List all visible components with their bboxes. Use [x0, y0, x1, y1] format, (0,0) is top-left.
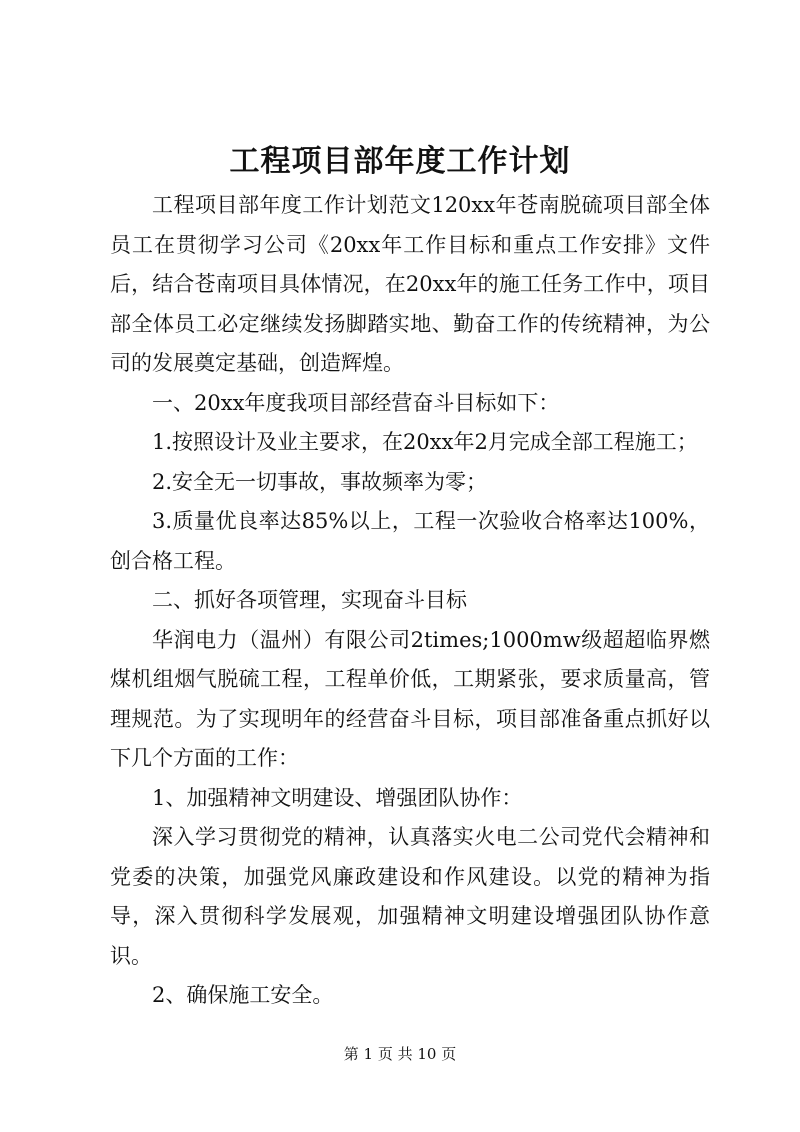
goal-item-1: 1.按照设计及业主要求，在20xx年2月完成全部工程施工； — [152, 430, 698, 454]
paragraph-teamwork: 深入学习贯彻党的精神，认真落实火电二公司党代会精神和党委的决策，加强党风廉政建设和作风建设。以党的精神为指导，深入贯彻科学发展观，加强精神文明建设增强团队协作意识。 — [110, 825, 710, 968]
paragraph-intro: 工程项目部年度工作计划范文120xx年苍南脱硫项目部全体员工在贯彻学习公司《20xx年工作目标和重点工作安排》文件后，结合苍南项目具体情况，在20xx年的施工任务工作中，项目部全体员工必定继续发扬脚踏实地、勤奋工作的传统精神，为公司的发展奠定基础，创造辉煌。 — [110, 193, 710, 375]
goal-item-2: 2.安全无一切事故，事故频率为零； — [152, 469, 488, 494]
page-footer: 第 1 页 共 10 页 — [343, 1045, 457, 1063]
paragraph-project-overview: 华润电力（温州）有限公司2times;1000mw级超超临界燃煤机组烟气脱硫工程，工程单价低，工期紧张，要求质量高，管理规范。为了实现明年的经营奋斗目标，项目部准备重点抓好以下几个方面的工作： — [110, 627, 710, 770]
goal-item-3: 3.质量优良率达85%以上，工程一次验收合格率达100%，创合格工程。 — [110, 509, 710, 573]
section-heading-goals: 一、20xx年度我项目部经营奋斗目标如下： — [152, 390, 560, 415]
document-body — [110, 186, 710, 1016]
page-title: 工程项目部年度工作计划 — [229, 144, 571, 179]
subheading-teamwork: 1、加强精神文明建设、增强团队协作： — [152, 785, 523, 810]
subheading-safety: 2、确保施工安全。 — [152, 983, 334, 1007]
section-heading-management: 二、抓好各项管理，实现奋斗目标 — [152, 588, 467, 612]
